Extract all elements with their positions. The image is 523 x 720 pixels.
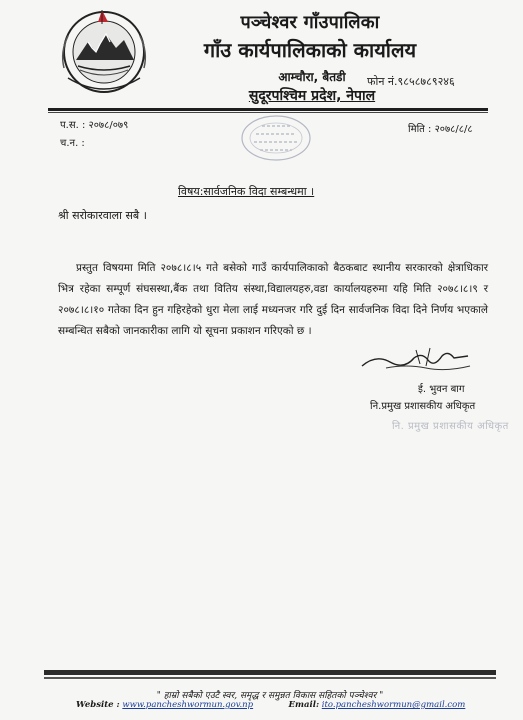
email-link[interactable]: ito.pancheshwormun@gmail.com: [321, 700, 466, 710]
letter-addressee: श्री सरोकारवाला सबै ।: [58, 209, 147, 222]
footer-divider: [44, 670, 496, 675]
signatory-name: ई. भुवन बाग: [418, 384, 465, 395]
faint-designation-stamp: नि. प्रमुख प्रशासकीय अधिकृत: [392, 421, 509, 432]
office-address: आम्चौरा, बैतडी: [278, 70, 346, 84]
office-name: गाँउ कार्यपालिकाको कार्यालय: [203, 38, 417, 62]
dispatch-number: च.न. :: [60, 138, 85, 149]
letter-subject: विषय:सार्वजनिक विदा सम्बन्धमा ।: [178, 185, 315, 198]
footer-slogan: " हाम्रो सबैको एउटै स्वर, समृद्ध र समुन्नत विकास सहितको पञ्चेश्वर ": [156, 691, 384, 701]
office-stamp-image: [238, 112, 314, 164]
reference-number: प.स. : २०७८/०७९: [60, 120, 129, 131]
footer-contact: [76, 700, 496, 710]
footer-divider-thin: [44, 677, 496, 679]
province-name: सुदूरपश्चिम प्रदेश, नेपाल: [248, 88, 376, 104]
letter-body: प्रस्तुत विषयमा मिति २०७८।८।५ गते बसेको गाउँ कार्यपालिकाको बैठकबाट स्थानीय सरकारको क्षेत्राधिकार भित्र रहेका सम्पूर्ण संघसस्था,बैंक तथा वितिय संस्था,विद्यालयहरु,वडा कार्यालयहरुमा यहि मिति २०७८।८।९ र २०७८।८।१० गतेका दिन हुन गहिरहेको धुरा मेला लाई मध्यनजर गरि दुई दिन सार्वजनिक विदा दिने निर्णय भएकाले सम्बन्धित सबैको जानकारीका लागि यो सूचना प्रकाशन गरिएको छ ।: [58, 262, 488, 337]
handwritten-signature: [356, 346, 476, 378]
office-phone: फोन नं.९८५८७८९२४६: [367, 75, 455, 88]
header-divider: [48, 108, 488, 111]
municipality-name: पञ्चेश्वर गाँउपालिका: [240, 12, 380, 33]
website-label: Website :: [76, 700, 120, 710]
signatory-title: नि.प्रमुख प्रशासकीय अधिकृत: [370, 401, 476, 412]
nepal-government-emblem-logo: [58, 8, 150, 94]
email-label: Email:: [288, 700, 320, 710]
letter-date: मिति : २०७८/८/८: [408, 124, 473, 135]
website-link[interactable]: www.pancheshwormun.gov.np: [122, 700, 254, 710]
